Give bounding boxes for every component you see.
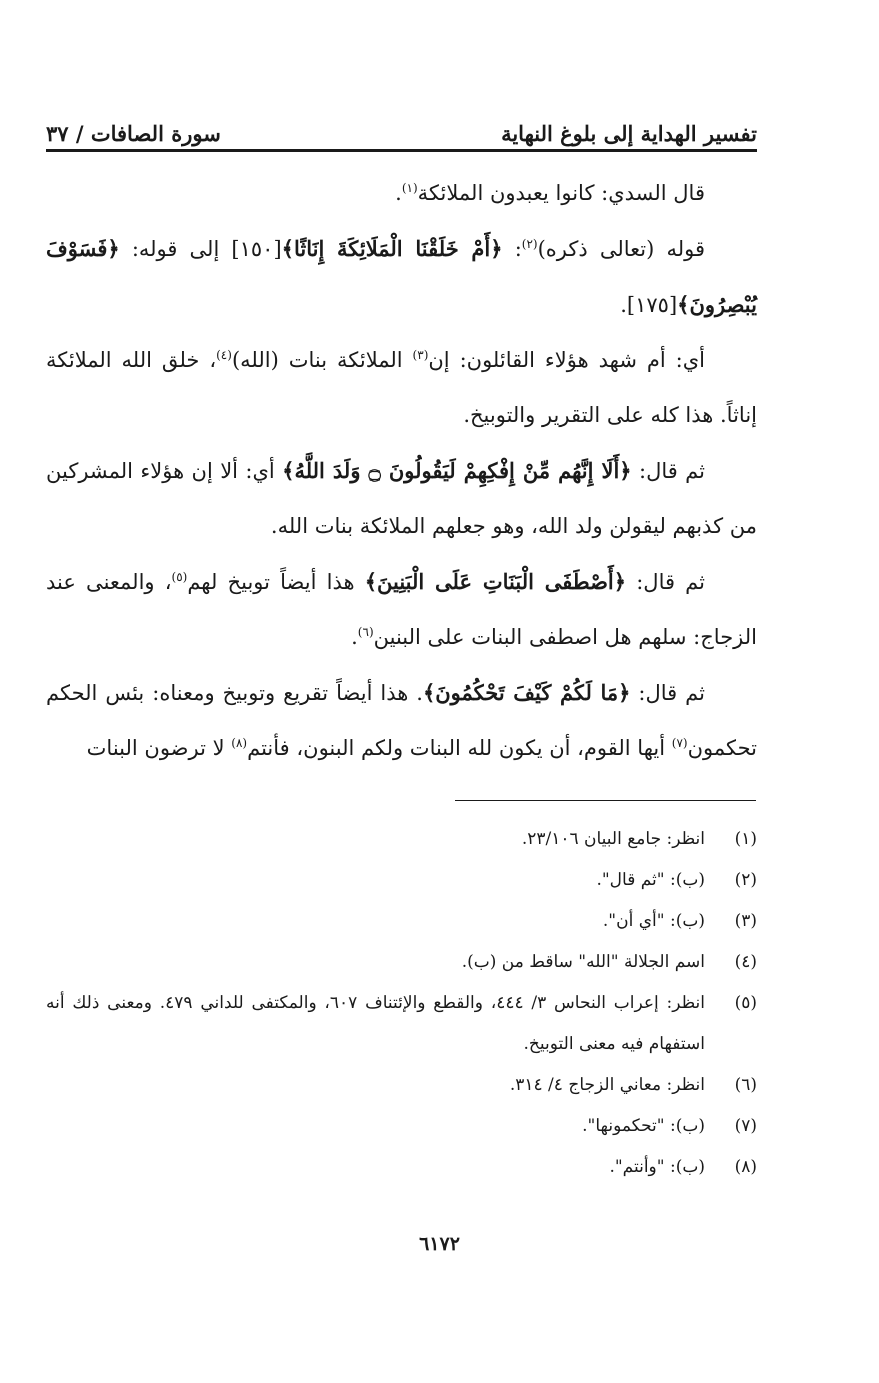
footnote: [46, 1106, 757, 1147]
running-header: [46, 108, 757, 146]
paragraph: قوله (تعالى ذكره)$^{(٢)}$: ﴿أَمْ خَلَقْنَا الْمَلَائِكَةَ إِنَاثًا﴾[١٥٠] إلى قوله: ﴿فَسَوْفَ يُبْصِرُونَ﴾[١٧٥].: [46, 236, 757, 317]
footnote: [46, 819, 757, 860]
quran-verse: ﴿فَسَوْفَ يُبْصِرُونَ﴾: [46, 236, 757, 317]
footnote: [46, 983, 757, 1065]
footnote: [46, 1065, 757, 1106]
footnote-text: (ب): "ثم قال".: [596, 870, 705, 890]
footnotes: [46, 819, 757, 1188]
quran-verse: ﴿أَمْ خَلَقْنَا الْمَلَائِكَةَ إِنَاثًا﴾: [281, 236, 503, 261]
footnote: [46, 1147, 757, 1188]
footnote-text: (ب): "وأنتم".: [609, 1157, 705, 1177]
footnote-ref: (٤): [216, 348, 232, 362]
footnote-number: (٤): [734, 952, 757, 972]
footnote-ref: (١): [401, 181, 418, 195]
footnote-number: (١): [734, 829, 757, 849]
footnote: [46, 942, 757, 983]
footnote-separator: [455, 800, 756, 801]
footnote-number: (٦): [734, 1075, 757, 1095]
footnote-ref: (٧): [671, 736, 688, 750]
footnote-text: انظر: جامع البيان ٢٣/١٠٦.: [521, 829, 705, 849]
footnote-number: (٣): [734, 911, 757, 931]
footnote-ref: (٨): [231, 736, 248, 750]
footnote-text: (ب): "أي أن".: [602, 911, 705, 931]
page-number: ٦١٧٢: [419, 1233, 460, 1255]
footnote-number: (٥): [734, 993, 757, 1013]
footnote-text: اسم الجلالة "الله" ساقط من (ب).: [461, 952, 705, 972]
paragraph: قال السدي: كانوا يعبدون الملائكة$^{(١)}$.: [395, 181, 705, 205]
quran-verse: ﴿مَا لَكُمْ كَيْفَ تَحْكُمُونَ﴾: [422, 680, 631, 705]
footnote-ref: (٢): [521, 237, 538, 251]
footnote-number: (٨): [734, 1157, 757, 1177]
footnote-text: (ب): "تحكمونها".: [582, 1116, 705, 1136]
paragraph: ثم قال: ﴿أَلَا إِنَّهُم مِّنْ إِفْكِهِمْ لَيَقُولُونَ ۝ وَلَدَ اللَّهُ﴾ أي: ألا إن هؤلاء المشركين من كذبهم ليقولن ولد الله، وهو جعلهم الملائكة بنات الله.: [46, 458, 757, 538]
paragraph: ثم قال: ﴿مَا لَكُمْ كَيْفَ تَحْكُمُونَ﴾. هذا أيضاً تقريع وتوبيخ ومعناه: بئس الحكم تحكمون$^{(٧)}$ أيها القوم، أن يكون لله البنات ولكم البنون، فأنتم$^{(٨)}$ لا ترضون البنات: [46, 680, 757, 760]
surah-label: سورة الصافات / ٣٧: [46, 121, 221, 146]
paragraph: أي: أم شهد هؤلاء القائلون: إن$^{(٣)}$ الملائكة بنات (الله)$^{(٤)}$، خلق الله الملائكة إناثاً. هذا كله على التقرير والتوبيخ.: [46, 348, 757, 427]
footnote-ref: (٣): [412, 348, 429, 362]
book-title: تفسير الهداية إلى بلوغ النهاية: [501, 121, 757, 146]
footnote-ref: (٦): [357, 625, 374, 639]
header-rule: [46, 149, 757, 152]
footnote-number: (٢): [734, 870, 757, 890]
quran-verse: ﴿أَصْطَفَى الْبَنَاتِ عَلَى الْبَنِينَ﴾: [364, 569, 627, 594]
footnote: [46, 860, 757, 901]
footnote-text: انظر: معاني الزجاج ٤/ ٣١٤.: [509, 1075, 705, 1095]
footnote-number: (٧): [734, 1116, 757, 1136]
footnote: [46, 901, 757, 942]
footnote-text: انظر: إعراب النحاس ٣/ ٤٤٤، والقطع والإئتناف ٦٠٧، والمكتفى للداني ٤٧٩. ومعنى ذلك أنه استفهام فيه معنى التوبيخ.: [46, 993, 705, 1054]
main-text: [46, 166, 757, 776]
footnote-ref: (٥): [171, 570, 188, 584]
quran-verse: ﴿أَلَا إِنَّهُم مِّنْ إِفْكِهِمْ لَيَقُولُونَ ۝ وَلَدَ اللَّهُ﴾: [282, 458, 632, 483]
paragraph: ثم قال: ﴿أَصْطَفَى الْبَنَاتِ عَلَى الْبَنِينَ﴾ هذا أيضاً توبيخ لهم$^{(٥)}$، والمعنى عند الزجاج: سلهم هل اصطفى البنات على البنين$^{(٦)}$.: [46, 569, 757, 649]
